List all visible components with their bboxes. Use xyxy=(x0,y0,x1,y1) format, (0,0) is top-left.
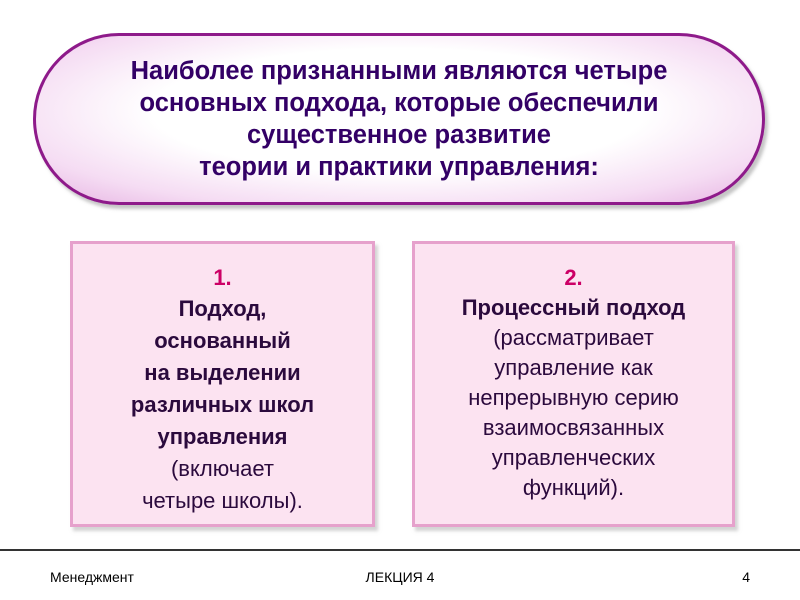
intro-line: теории и практики управления: xyxy=(199,153,599,181)
approach-1-line: на выделении xyxy=(144,360,301,385)
footer-course: Менеджмент xyxy=(50,569,134,585)
approach-1-line: управления xyxy=(157,424,288,449)
approach-1-note: четыре школы). xyxy=(142,488,303,513)
footer-divider xyxy=(0,549,800,551)
approach-2-note: функций). xyxy=(522,475,625,500)
approach-2-note: управленческих xyxy=(491,445,656,470)
approach-2-number: 2. xyxy=(564,265,583,290)
approach-2-note: взаимосвязанных xyxy=(482,415,665,440)
approach-2-note: управление как xyxy=(494,355,653,380)
intro-text xyxy=(131,55,668,183)
footer-page-number: 4 xyxy=(742,569,750,585)
intro-line: существенное развитие xyxy=(246,121,551,149)
approach-1-line: основанный xyxy=(154,328,291,353)
approach-2-title: Процессный подход xyxy=(461,295,686,320)
intro-line: Наиболее признанными являются четыре xyxy=(130,57,668,85)
approach-1-number: 1. xyxy=(213,265,232,290)
approach-1-note: (включает xyxy=(170,456,275,481)
footer-lecture: ЛЕКЦИЯ 4 xyxy=(365,569,435,585)
intro-callout xyxy=(33,33,765,205)
approach-1-box xyxy=(70,241,375,527)
approach-1-line: Подход, xyxy=(178,296,267,321)
approach-2-note: (рассматривает xyxy=(493,325,654,350)
approach-2-box xyxy=(412,241,735,527)
approach-1-line: различных школ xyxy=(130,392,315,417)
approach-2-note: непрерывную серию xyxy=(468,385,679,410)
intro-line: основных подхода, которые обеспечили xyxy=(139,89,659,117)
